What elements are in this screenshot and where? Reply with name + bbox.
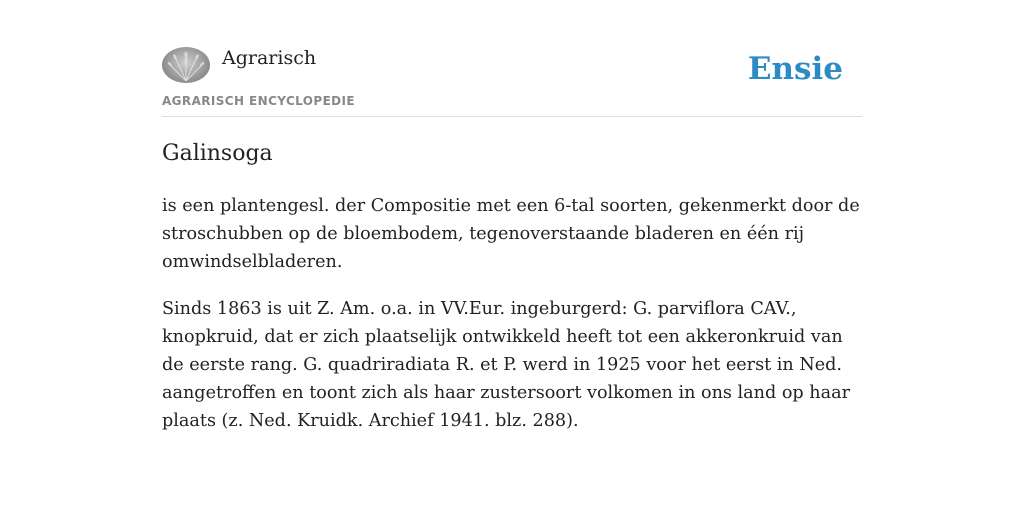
article-body	[162, 192, 862, 454]
article-paragraph: Sinds 1863 is uit Z. Am. o.a. in VV.Eur. ingeburgerd: G. parviflora CAV., knopkruid, dat er zich plaatselijk ontwikkeld heeft tot een akkeronkruid van de eerste rang. G. quadriradiata R. et P. werd in 1925 voor het eerst in Ned. aangetroffen en toont zich als haar zustersoort volkomen in ons land op haar plaats (z. Ned. Kruidk. Archief 1941. blz. 288).	[162, 299, 851, 431]
ensie-brand-link[interactable]: Ensie	[747, 51, 843, 87]
site-subtitle: AGRARISCH ENCYCLOPEDIE	[162, 94, 355, 108]
site-header	[162, 0, 862, 117]
site-name[interactable]: Agrarisch	[222, 47, 317, 69]
article-title: Galinsoga	[162, 141, 273, 166]
wheat-logo-icon[interactable]	[162, 47, 210, 83]
article-paragraph: is een plantengesl. der Compositie met een 6-tal soorten, gekenmerkt door de stroschubben op de bloembodem, tegenoverstaande bladeren en één rij omwindselbladeren.	[162, 196, 860, 272]
page-container	[162, 0, 862, 431]
